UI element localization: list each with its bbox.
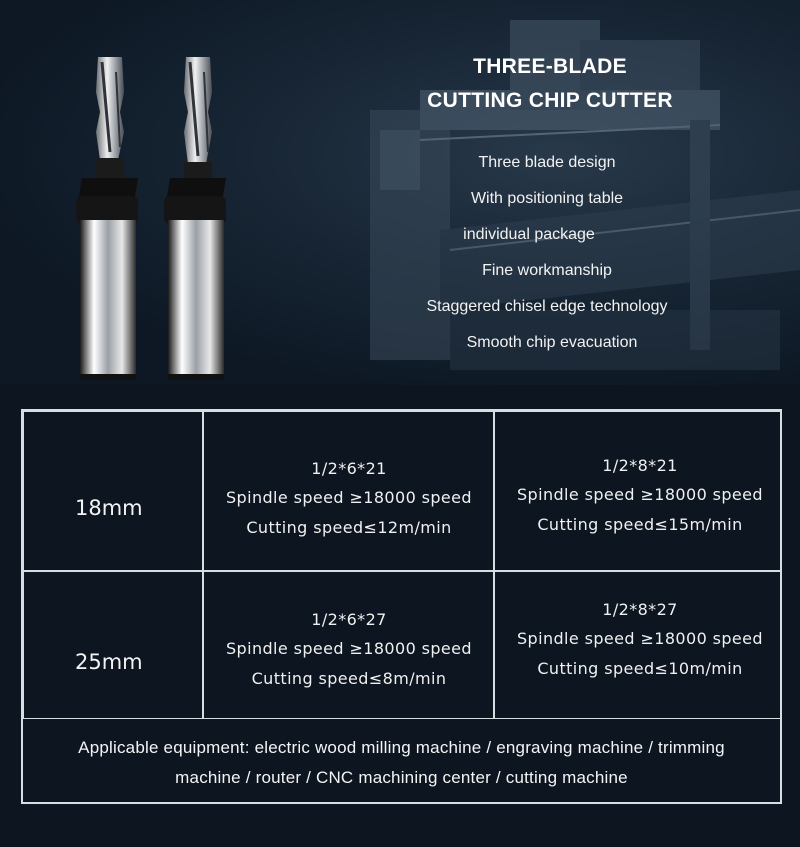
- spec-cell: [203, 571, 494, 719]
- size-label: 18mm: [75, 496, 143, 520]
- size-cell: [23, 571, 203, 719]
- size-label: 25mm: [75, 650, 143, 674]
- cutting-speed-text: Cutting speed≤15m/min: [537, 515, 743, 534]
- product-title-line2: CUTTING CHIP CUTTER: [427, 89, 673, 112]
- feature-item: Smooth chip evacuation: [466, 334, 638, 351]
- spindle-speed-text: Spindle speed ≥18000 speed: [226, 639, 472, 658]
- spindle-speed-text: Spindle speed ≥18000 speed: [517, 629, 763, 648]
- spec-cell: [203, 411, 494, 571]
- cutting-speed-text: Cutting speed≤8m/min: [251, 669, 447, 688]
- feature-item: Three blade design: [478, 154, 616, 171]
- model-text: 1/2*8*27: [602, 600, 678, 619]
- feature-item: Fine workmanship: [482, 262, 612, 279]
- spec-cell: [494, 411, 782, 571]
- spindle-speed-text: Spindle speed ≥18000 speed: [517, 485, 763, 504]
- cutting-speed-text: Cutting speed≤12m/min: [246, 518, 452, 537]
- feature-item: Staggered chisel edge technology: [426, 298, 668, 315]
- spindle-speed-text: Spindle speed ≥18000 speed: [226, 488, 472, 507]
- model-text: 1/2*6*21: [311, 459, 387, 478]
- size-cell: [23, 411, 203, 571]
- cutting-speed-text: Cutting speed≤10m/min: [537, 659, 743, 678]
- model-text: 1/2*6*27: [311, 610, 387, 629]
- cutter-bit-image-left: [70, 52, 150, 382]
- product-banner: [0, 0, 800, 385]
- product-title-line1: THREE-BLADE: [473, 55, 627, 78]
- applicable-equipment-line1: Applicable equipment: electric wood milling machine / engraving machine / trimming: [78, 738, 725, 757]
- feature-item: individual package: [463, 226, 595, 243]
- model-text: 1/2*8*21: [602, 456, 678, 475]
- feature-item: With positioning table: [470, 190, 624, 207]
- applicable-equipment-line2: machine / router / CNC machining center / cutting machine: [175, 768, 628, 787]
- spec-cell: [494, 571, 782, 719]
- cutter-bit-image-right: [158, 52, 238, 382]
